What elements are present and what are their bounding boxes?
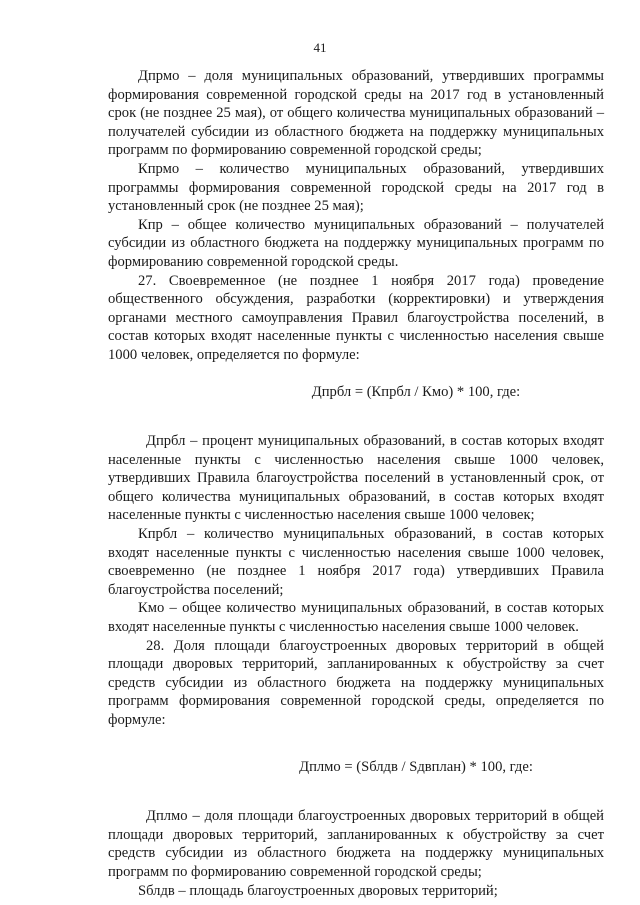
paragraph-sbldv-definition: Sблдв – площадь благоустроенных дворовых территорий; [138,882,498,899]
paragraph-item-28: 28. Доля площади благоустроенных дворовых территорий в общей площади дворовых территорий, запланированных к обустройству за счет средств субсидии из областного бюджета на поддержку муниципальных программ формирования современной городской среды, определяется по формуле: [108,637,604,728]
paragraph-kpr-definition: Кпр – общее количество муниципальных образований – получателей субсидии из областного бюджета на поддержку муниципальных программ по формированию современной городской среды. [108,216,604,270]
page-number: 41 [313,40,327,55]
paragraph-kmo-definition: Кмо – общее количество муниципальных образований, в состав которых входят населенные пункты с численностью населения свыше 1000 человек. [108,600,604,636]
paragraph-kprmo-definition: Кпрмо – количество муниципальных образований, утвердивших программы формирования современной городской среды на 2017 год в установленный срок (не позднее 25 мая); [108,160,604,215]
formula-dplmo: Дплмо = (Sблдв / Sдвплан) * 100, где: [299,758,533,775]
paragraph-item-27: 27. Своевременное (не позднее 1 ноября 2017 года) проведение общественного обсуждения, разработки (корректировки) и утверждения органами местного самоуправления Правил благоустройства поселений, в состав которых входят населенные пункты с численностью населения свыше 1000 человек, определяется по формуле: [108,272,604,363]
paragraph-kprbl-definition: Кпрбл – количество муниципальных образований, в состав которых входят населенные пункты с численностью населения свыше 1000 человек, своевременно (не позднее 1 ноября 2017 года) утвердивших Правила благоустройства поселений; [108,526,604,598]
paragraph-dplmo-definition: Дплмо – доля площади благоустроенных дворовых территорий в общей площади дворовых территорий, запланированных к обустройству за счет средств субсидии из областного бюджета на поддержку муниципальных программ по формированию современной городской среды; [108,808,604,880]
document-body [108,67,604,900]
paragraph-dprbl-definition: Дпрбл – процент муниципальных образований, в состав которых входят населенные пункты с численностью населения свыше 1000 человек, утвердивших Правила благоустройства поселений в установленный срок, от общего количества муниципальных образований, в состав которых входят населенные пункты с численностью населения свыше 1000 человек; [108,433,604,524]
formula-dprbl: Дпрбл = (Кпрбл / Кмо) * 100, где: [311,383,521,400]
paragraph-dprmo-definition: Дпрмо – доля муниципальных образований, утвердивших программы формирования современной городской среды на 2017 год в установленный срок (не позднее 25 мая), от общего количества муниципальных образований – получателей субсидии из областного бюджета на поддержку муниципальных программ по формированию современной городской среды; [108,68,604,159]
